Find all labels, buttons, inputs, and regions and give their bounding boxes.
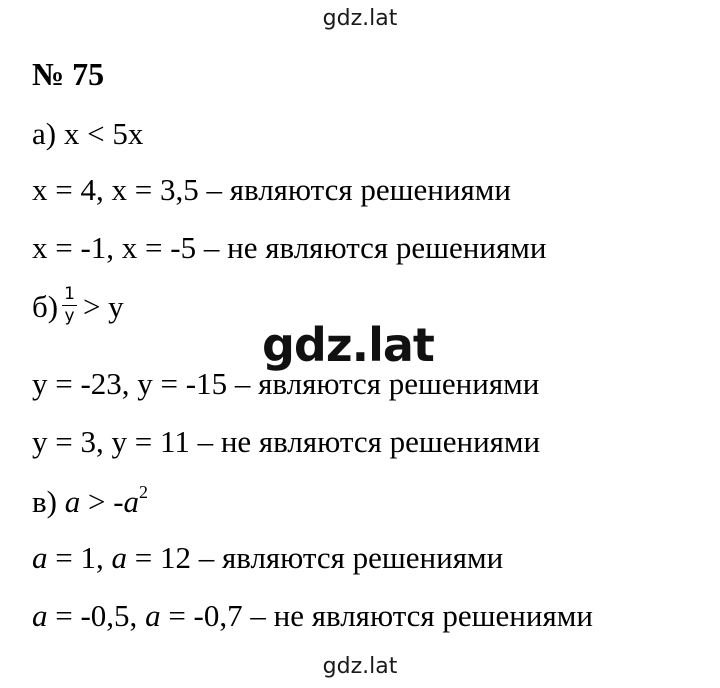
- part-a-inequality: x < 5x: [63, 116, 144, 151]
- part-a-solution-values: x = 4, x = 3,5: [32, 172, 199, 207]
- part-c-value: = 12: [126, 540, 191, 575]
- part-c-heading: [32, 482, 149, 519]
- fraction-denominator: y: [64, 305, 75, 326]
- part-c-rhs-variable: a: [123, 484, 140, 519]
- part-c-var: a: [111, 540, 127, 575]
- part-b-solution-values: y = -23, y = -15: [32, 366, 228, 401]
- part-c-non-solution-text: – не являются решениями: [242, 598, 593, 633]
- part-b-non-solution-text: – не являются решениями: [189, 424, 541, 459]
- part-b-non-solution-values: y = 3, y = 11: [32, 424, 190, 459]
- part-c-non-solutions-line: [32, 600, 593, 631]
- part-b-solution-text: – являются решениями: [227, 366, 540, 401]
- part-c-var: a: [32, 540, 48, 575]
- watermark-center: gdz.lat: [262, 318, 434, 372]
- part-b-solutions-line: [32, 368, 539, 399]
- fraction-numerator: 1: [64, 284, 75, 304]
- part-b-label: б): [32, 288, 59, 324]
- part-c-label: в): [32, 484, 57, 519]
- part-a-non-solutions-line: [32, 232, 546, 263]
- part-b-rhs: > y: [82, 288, 124, 324]
- part-c-var: a: [32, 598, 48, 633]
- part-a-solutions-line: [32, 174, 511, 205]
- part-c-operator: > -: [80, 484, 124, 519]
- part-a-non-solution-values: x = -1, x = -5: [32, 230, 197, 265]
- watermark-bottom: gdz.lat: [322, 654, 398, 679]
- part-b-non-solutions-line: [32, 426, 540, 457]
- part-a-non-solution-text: – не являются решениями: [196, 230, 547, 265]
- part-c-solution-text: – являются решениями: [190, 540, 504, 575]
- problem-title: № 75: [32, 56, 105, 92]
- part-b-fraction: [62, 286, 77, 326]
- part-c-value: = 1,: [47, 540, 112, 575]
- part-c-var: a: [145, 598, 161, 633]
- part-c-exponent: 2: [139, 482, 149, 502]
- part-a-heading: [32, 118, 143, 149]
- part-a-label: а): [32, 116, 57, 151]
- watermark-top: gdz.lat: [322, 6, 398, 31]
- part-b-heading: [32, 284, 124, 330]
- part-a-solution-text: – являются решениями: [198, 172, 511, 207]
- part-c-solutions-line: [32, 542, 503, 573]
- part-c-lhs-variable: a: [64, 484, 81, 519]
- part-c-value: = -0,7: [160, 598, 243, 633]
- part-c-value: = -0,5,: [47, 598, 146, 633]
